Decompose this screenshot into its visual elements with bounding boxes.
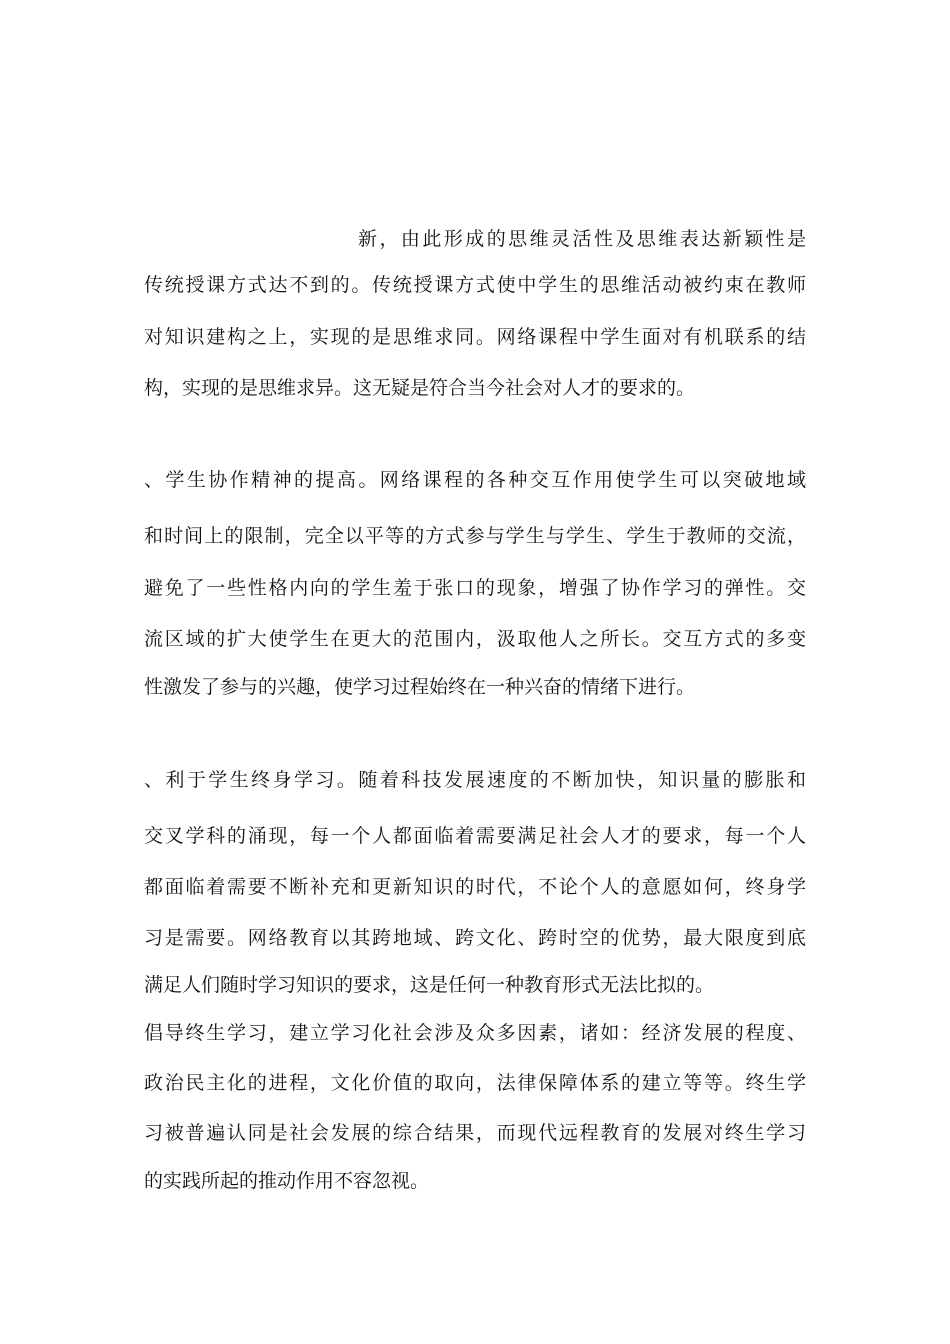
text-line: 新，由此形成的思维灵活性及思维表达新颖性是 [358, 228, 806, 250]
text-line: 、学生协作精神的提高。网络课程的各种交互作用使学生可以突破地域 [144, 469, 806, 491]
text-line: 交叉学科的涌现，每一个人都面临着需要满足社会人才的要求，每一个人 [144, 825, 806, 847]
text-line: 性激发了参与的兴趣，使学习过程始终在一种兴奋的情绪下进行。 [144, 676, 696, 698]
text-line: 习被普遍认同是社会发展的综合结果，而现代远程教育的发展对终生学习 [144, 1122, 806, 1144]
text-line: 政治民主化的进程，文化价值的取向，法律保障体系的建立等等。终生学 [144, 1072, 806, 1094]
text-line: 倡导终生学习，建立学习化社会涉及众多因素，诸如：经济发展的程度、 [144, 1022, 806, 1044]
text-line: 的实践所起的推动作用不容忽视。 [144, 1170, 430, 1192]
text-line: 都面临着需要不断补充和更新知识的时代，不论个人的意愿如何，终身学 [144, 876, 806, 898]
text-line: 、利于学生终身学习。随着科技发展速度的不断加快，知识量的膨胀和 [144, 769, 806, 791]
text-line: 传统授课方式达不到的。传统授课方式使中学生的思维活动被约束在教师 [144, 274, 806, 296]
text-line: 和时间上的限制，完全以平等的方式参与学生与学生、学生于教师的交流， [144, 525, 806, 547]
text-line: 避免了一些性格内向的学生羞于张口的现象，增强了协作学习的弹性。交 [144, 577, 806, 599]
text-line: 满足人们随时学习知识的要求，这是任何一种教育形式无法比拟的。 [144, 974, 715, 996]
text-line: 习是需要。网络教育以其跨地域、跨文化、跨时空的优势，最大限度到底 [144, 927, 806, 949]
text-line: 对知识建构之上，实现的是思维求同。网络课程中学生面对有机联系的结 [144, 326, 806, 348]
text-line: 构，实现的是思维求异。这无疑是符合当今社会对人才的要求的。 [144, 377, 696, 399]
text-line: 流区域的扩大使学生在更大的范围内，汲取他人之所长。交互方式的多变 [144, 628, 806, 650]
